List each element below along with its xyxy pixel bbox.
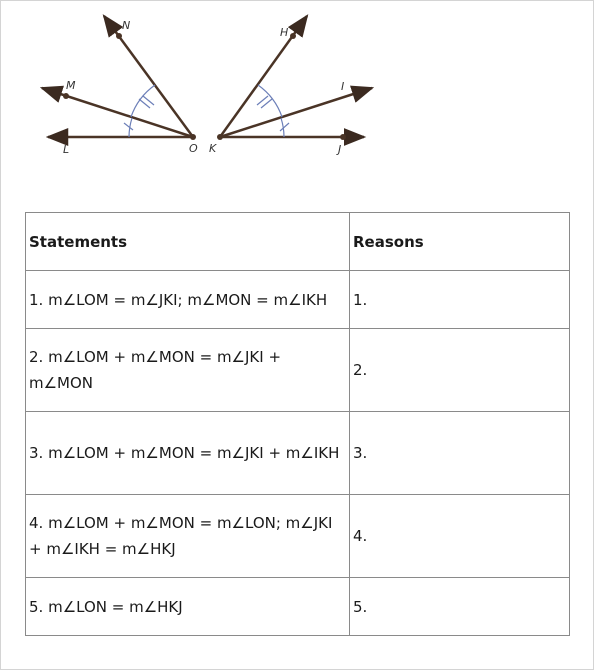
proof-header-row [26,213,570,271]
reason-cell[interactable]: 2. [350,329,570,412]
right-points [217,33,346,140]
point-k [217,134,223,140]
statement-cell: 3. m∠LOM + m∠MON = m∠JKI + m∠IKH [26,412,350,495]
reason-cell[interactable]: 4. [350,495,570,578]
label-h: H [280,26,289,39]
label-k: K [209,142,217,155]
left-angle-arcs [124,85,155,137]
reason-cell[interactable]: 5. [350,578,570,636]
reason-cell[interactable]: 3. [350,412,570,495]
point-n [116,33,122,39]
statement-cell: 4. m∠LOM + m∠MON = m∠LON; m∠JKI + m∠IKH = m∠HKJ [26,495,350,578]
angle-hkj [220,16,372,137]
statement-cell: 2. m∠LOM + m∠MON = m∠JKI + m∠MON [26,329,350,412]
point-o [190,134,196,140]
proof-table [25,212,570,636]
label-n: N [122,19,131,32]
label-l: L [63,143,70,156]
label-o: O [189,142,198,155]
ray-ki [220,88,372,137]
point-j [340,134,346,140]
point-m [63,93,69,99]
statements-header: Statements [26,213,350,271]
reasons-header: Reasons [350,213,570,271]
table-row [26,578,570,636]
table-row [26,271,570,329]
label-m: M [66,79,76,92]
statement-cell: 1. m∠LOM = m∠JKI; m∠MON = m∠IKH [26,271,350,329]
label-i: I [341,80,345,93]
table-row [26,495,570,578]
angle-diagram [0,0,594,200]
tick-lom [124,123,133,130]
tick-jki [280,123,289,131]
label-j: J [338,143,342,156]
reason-cell[interactable]: 1. [350,271,570,329]
arc-mon [131,85,155,117]
statement-cell: 5. m∠LON = m∠HKJ [26,578,350,636]
table-row [26,412,570,495]
right-angle-arcs [257,85,289,137]
table-row [26,329,570,412]
point-h [290,33,296,39]
